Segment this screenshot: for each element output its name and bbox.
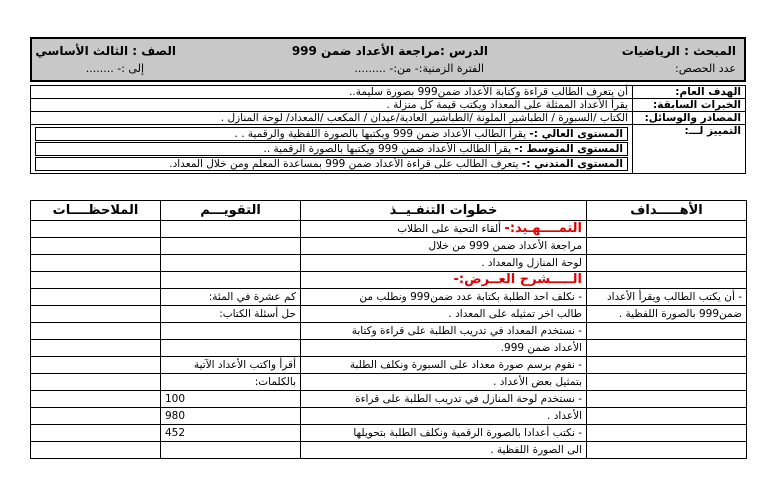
notes-cell <box>31 408 161 425</box>
step-text: مراجعة الأعداد ضمن 999 من خلال <box>428 240 582 252</box>
step-cell <box>301 238 587 255</box>
table-row <box>31 408 747 425</box>
goal-cell <box>587 374 747 391</box>
goal-cell <box>587 272 747 289</box>
step-cell <box>301 442 587 459</box>
table-row <box>31 272 747 289</box>
table-row <box>31 340 747 357</box>
goal-cell <box>587 408 747 425</box>
assess-cell: 452 <box>161 425 301 442</box>
prior-label: الخبرات السابقة: <box>633 99 746 112</box>
notes-cell <box>31 374 161 391</box>
table-row <box>31 238 747 255</box>
step-text: - نكلف احد الطلبة بكتابة عدد ضمن999 ونطلب من <box>359 291 582 303</box>
col-goals: الأهـــــداف <box>587 201 747 221</box>
assess-cell: بالكلمات: <box>161 374 301 391</box>
info-table <box>30 85 746 174</box>
section-heading: التمــــهـيد:- <box>504 221 582 236</box>
header-box <box>30 37 746 82</box>
col-steps: خطوات التنفـيــذ <box>301 201 587 221</box>
assess-cell: أقرأ واكتب الأعداد الآتية <box>161 357 301 374</box>
step-text: الى الصورة اللفظية . <box>490 444 582 456</box>
table-row <box>31 221 747 238</box>
assess-cell <box>161 255 301 272</box>
step-text: - نستخدم لوحة المنازل في تدريب الطلبة على قراءة <box>355 393 582 405</box>
goal-text: أن يتعرف الطالب قراءة وكتابة الأعداد ضمن999 بصورة سليمة.. <box>31 86 633 99</box>
table-row <box>31 425 747 442</box>
step-text: - نستخدم المعداد في تدريب الطلبة على قراءة وكتابة <box>351 325 582 337</box>
step-cell <box>301 408 587 425</box>
notes-cell <box>31 425 161 442</box>
assess-cell: 100 <box>161 391 301 408</box>
step-text: - نكتب أعدادا بالصورة الرقمية ونكلف الطلبة بتحويلها <box>353 427 582 439</box>
assess-cell <box>161 442 301 459</box>
goal-cell <box>587 255 747 272</box>
notes-cell <box>31 255 161 272</box>
step-text: الأعداد ضمن 999. <box>500 342 582 354</box>
diff-label: التمييز لـــ: <box>633 125 746 174</box>
step-cell <box>301 306 587 323</box>
step-cell <box>301 255 587 272</box>
goal-cell <box>587 442 747 459</box>
notes-cell <box>31 306 161 323</box>
assess-cell <box>161 221 301 238</box>
grade-label: الصف : الثالث الأساسي <box>35 44 176 58</box>
step-cell <box>301 425 587 442</box>
step-cell <box>301 340 587 357</box>
step-text: بتمثيل بعض الأعداد . <box>493 376 582 388</box>
goal-cell <box>587 357 747 374</box>
classes-label: عدد الحصص: <box>675 62 736 75</box>
assess-cell <box>161 340 301 357</box>
goal-cell: ضمن999 بالصورة اللفظية . <box>587 306 747 323</box>
step-text: ألقاء التحية على الطلاب <box>397 223 502 235</box>
assess-cell: 980 <box>161 408 301 425</box>
step-cell <box>301 272 587 289</box>
prior-text: يقرأ الأعداد الممثلة على المعداد ويكتب قيمة كل منزلة . <box>31 99 633 112</box>
step-cell <box>301 323 587 340</box>
goal-cell <box>587 340 747 357</box>
goal-label: الهدف العام: <box>633 86 746 99</box>
assess-cell: كم عشرة في المئة: <box>161 289 301 306</box>
table-row <box>31 255 747 272</box>
notes-cell <box>31 221 161 238</box>
step-text: الأعداد . <box>547 410 582 422</box>
table-row <box>31 442 747 459</box>
table-row <box>31 374 747 391</box>
notes-cell <box>31 289 161 306</box>
notes-cell <box>31 272 161 289</box>
goal-cell <box>587 323 747 340</box>
table-row <box>31 391 747 408</box>
period-label: الفترة الزمنية:- من:- ......... <box>354 62 484 75</box>
level-mid: المستوى المتوسط :- يقرأ الطالب الأعداد ضمن 999 ويكتبها بالصورة الرقمية .. <box>35 142 628 156</box>
table-row <box>31 306 747 323</box>
col-assess: التقويـــم <box>161 201 301 221</box>
levels-cell <box>31 125 633 174</box>
notes-cell <box>31 323 161 340</box>
step-cell <box>301 374 587 391</box>
goal-cell: - أن يكتب الطالب ويقرأ الأعداد <box>587 289 747 306</box>
notes-cell <box>31 391 161 408</box>
notes-cell <box>31 238 161 255</box>
assess-cell <box>161 323 301 340</box>
subject-label: المبحث : الرياضيات <box>621 44 736 58</box>
notes-cell <box>31 357 161 374</box>
table-row <box>31 357 747 374</box>
lesson-table <box>30 200 747 459</box>
step-cell <box>301 357 587 374</box>
goal-cell <box>587 391 747 408</box>
table-row <box>31 323 747 340</box>
assess-cell <box>161 272 301 289</box>
step-text: - نقوم برسم صورة معداد على السبورة ونكلف الطلبة <box>349 359 582 371</box>
goal-cell <box>587 425 747 442</box>
step-text: طالب اخر تمثيله على المعداد . <box>448 308 582 320</box>
step-cell <box>301 391 587 408</box>
resources-label: المصادر والوسائل: <box>633 112 746 125</box>
notes-cell <box>31 340 161 357</box>
assess-cell <box>161 238 301 255</box>
col-notes: الملاحظــــات <box>31 201 161 221</box>
goal-cell <box>587 238 747 255</box>
assess-cell: حل أسئلة الكتاب: <box>161 306 301 323</box>
section-heading: الـــــشرح العــرض:- <box>453 272 582 287</box>
notes-cell <box>31 442 161 459</box>
step-cell <box>301 289 587 306</box>
to-label: إلى :- ........ <box>85 62 144 75</box>
lesson-title: الدرس :مراجعة الأعداد ضمن 999 <box>291 44 488 58</box>
step-cell <box>301 221 587 238</box>
level-low: المستوى المتدني :- يتعرف الطالب على قراءة الأعداد ضمن 999 بمساعدة المعلم ومن خلال المعداد. <box>35 157 628 171</box>
resources-text: الكتاب /السبورة / الطباشير الملونة /الطباشير العادية/عيدان / المكعب /المعداد/ لوحة المنازل . <box>31 112 633 125</box>
level-high: المستوى العالي :- يقرأ الطالب الأعداد ضمن 999 ويكتبها بالصورة اللفظية والرقمية . . <box>35 127 628 141</box>
step-text: لوحة المنازل والمعداد . <box>481 257 582 269</box>
goal-cell <box>587 221 747 238</box>
table-row <box>31 289 747 306</box>
